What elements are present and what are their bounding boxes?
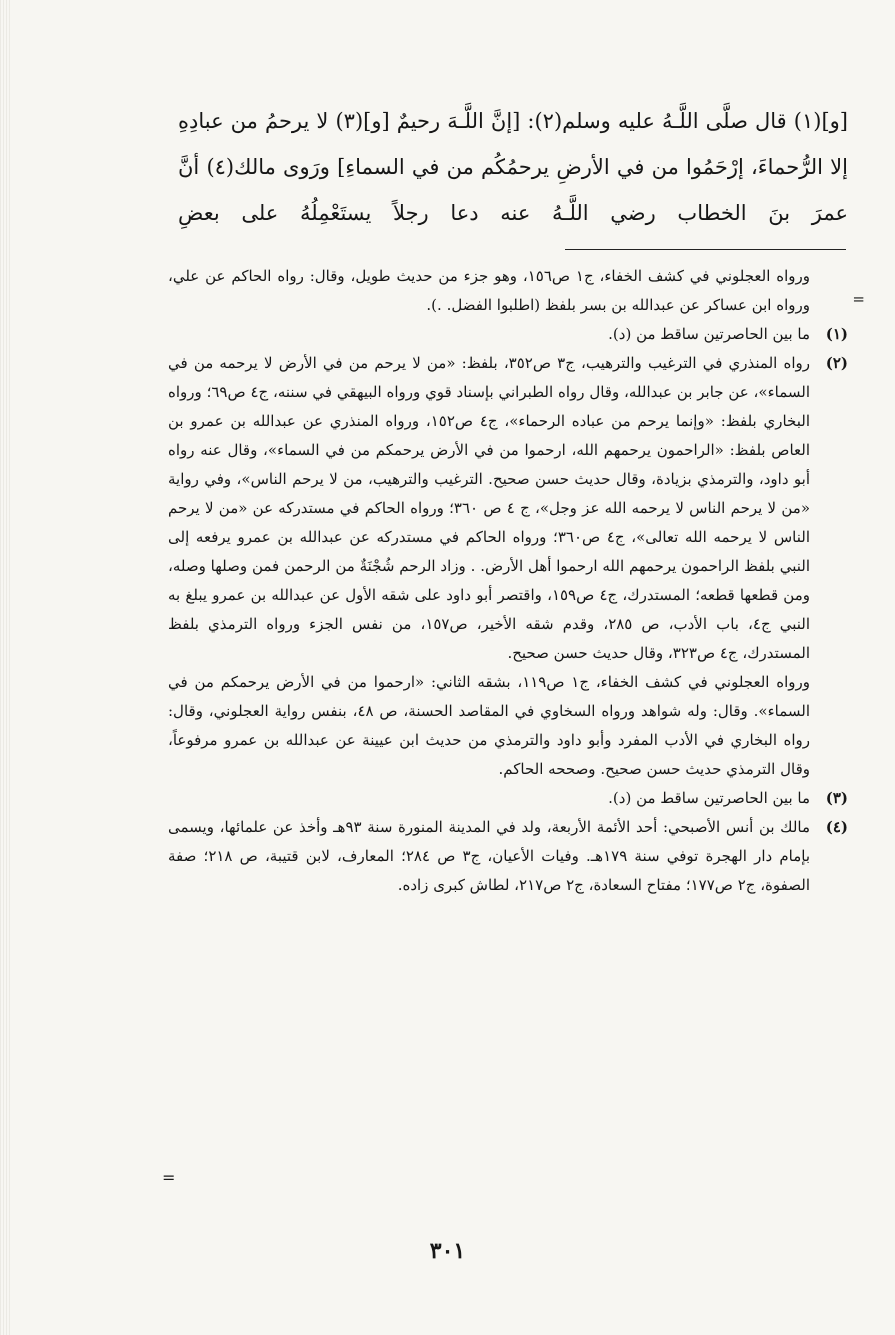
end-continuation-marker: =	[162, 1168, 176, 1187]
footnote-number: (٤)	[825, 818, 848, 836]
footnote-text: ما بين الحاصرتين ساقط من (د).	[608, 789, 810, 807]
main-paragraph: [و](١) قال صلَّى اللَّـهُ عليه وسلم(٢): [إنَّ اللَّـهَ رحيمٌ [و](٣) لا يرحمُ من عبادِهِ إلا الرُّحماءَ، إرْحَمُوا من في الأرضِ يرحمُكُم من في السماءِ] ورَوى مالك(٤) أنَّ عمرَ بنَ الخطاب رضي اللَّـهُ عنه دعا رجلاً يستَعْمِلُهُ على بعضِ	[178, 109, 848, 225]
footnote-continuation-text: ورواه العجلوني في كشف الخفاء، ج١ ص١٥٦، وهو جزء من حديث طويل، وقال: رواه الحاكم عن علي، ورواه ابن عساكر عن عبدالله بن بسر بلفظ (اطلبوا الفضل. .).	[168, 267, 810, 314]
footnote-separator-rule	[565, 249, 846, 250]
main-text-block	[178, 98, 848, 236]
footnote-3	[168, 784, 848, 813]
footnote-number: (٣)	[825, 789, 848, 807]
footnote-number: (٢)	[825, 354, 848, 372]
continuation-marker: =	[852, 290, 865, 308]
binding-edge	[0, 0, 12, 1335]
footnote-number: (١)	[825, 325, 848, 343]
footnote-2-paragraph-2: ورواه العجلوني في كشف الخفاء، ج١ ص١١٩، بشقه الثاني: «ارحموا من في الأرض يرحمكم من في السماء». وقال: وله شواهد ورواه السخاوي في المقاصد الحسنة، ص ٤٨، بنفس رواية العجلوني، وقال: رواه البخاري في الأدب المفرد وأبو داود والترمذي من حديث ابن عيينة عن عبدالله بن عمرو مرفوعاً، وقال الترمذي حديث حسن صحيح. وصححه الحاكم.	[168, 673, 810, 778]
footnote-4	[168, 813, 848, 900]
footnotes-block	[168, 262, 848, 900]
page-number: ٣٠١	[429, 1238, 466, 1264]
footnote-text: ما بين الحاصرتين ساقط من (د).	[608, 325, 810, 343]
footnote-text: رواه المنذري في الترغيب والترهيب، ج٣ ص٣٥٢، بلفظ: «من لا يرحم من في الأرض لا يرحمه من في السماء»، عن جابر بن عبدالله، وقال رواه الطبراني بإسناد قوي ورواه البيهقي في سننه، ج٤ ص٦٩؛ ورواه البخاري بلفظ: «وإنما يرحم من عباده الرحماء»، ج٤ ص١٥٢، ورواه المنذري عن عبدالله بن عمرو بن العاص بلفظ: «الراحمون يرحمهم الله، ارحموا من في الأرض يرحمكم من في السماء»، وقال عنه رواه أبو داود، والترمذي بزيادة، وقال حديث حسن صحيح. الترغيب والترهيب، من لا يرحم الناس»، وفي رواية «من لا يرحم الناس لا يرحمه الله عز وجل»، ج ٤ ص ٣٦٠؛ ورواه الحاكم في مستدركه عن «من لا يرحم الناس لا يرحمه الله تعالى»، ج٤ ص٣٦٠؛ ورواه الحاكم في مستدركه عن عبدالله بن عمرو يرفعه إلى النبي بلفظ الراحمون يرحمهم الله ارحموا أهل الأرض. . وزاد الرحم شُجْنَةٌ من الرحمن فمن وصلها وصله، ومن قطعها قطعه؛ المستدرك، ج٤ ص١٥٩، واقتصر أبو داود على شقه الأول عن عبدالله بن عمرو يبلغ به النبي ج٤، باب الأدب، ص ٢٨٥، وقدم شقه الأخير، ص١٥٧، من نفس الجزء ورواه الترمذي بلفظ المستدرك، ج٤ ص٣٢٣، وقال حديث حسن صحيح.	[168, 354, 811, 662]
footnote-text: مالك بن أنس الأصبحي: أحد الأئمة الأربعة، ولد في المدينة المنورة سنة ٩٣هـ وأخذ عن علمائها، ويسمى بإمام دار الهجرة توفي سنة ١٧٩هـ. وفيات الأعيان، ج٣ ص ٢٨٤؛ المعارف، لابن قتيبة، ص ٢١٨؛ صفة الصفوة، ج٢ ص١٧٧؛ مفتاح السعادة، ج٢ ص٢١٧، لطاش كبرى زاده.	[168, 818, 811, 894]
footnote-continuation	[168, 262, 848, 320]
footnote-1	[168, 320, 848, 349]
footnote-2	[168, 349, 848, 668]
